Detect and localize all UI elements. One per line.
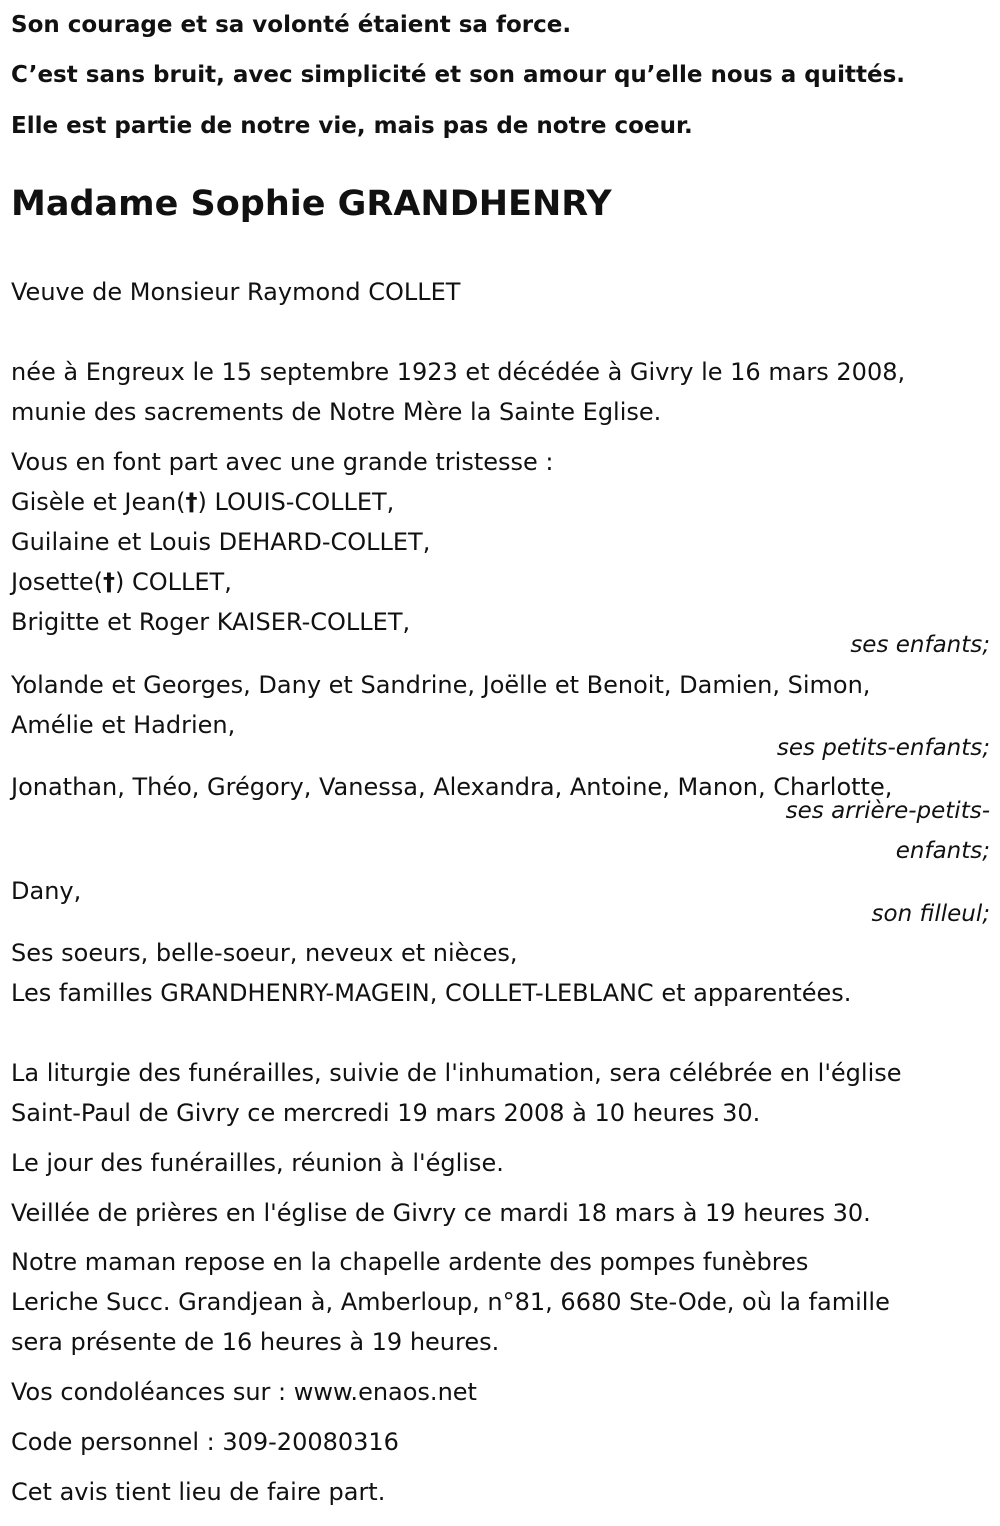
birth-death-line-2: munie des sacrements de Notre Mère la Sainte Eglise.	[11, 398, 662, 426]
quote-line-1: Son courage et sa volonté étaient sa force.	[11, 12, 572, 38]
child-line-4: Brigitte et Roger KAISER-COLLET,	[11, 608, 411, 636]
child-text: ) COLLET,	[114, 568, 232, 596]
child-text: ) LOUIS-COLLET,	[197, 488, 395, 516]
grandchildren-line-2: Amélie et Hadrien,	[11, 711, 236, 739]
family-line-1: Ses soeurs, belle-soeur, neveux et nièces,	[11, 939, 518, 967]
cross-icon: †	[102, 568, 115, 596]
child-line-1	[11, 487, 394, 517]
vigil-line: Veillée de prières en l'église de Givry ce mardi 18 mars à 19 heures 30.	[11, 1199, 871, 1227]
funeral-line-1: La liturgie des funérailles, suivie de l'inhumation, sera célébrée en l'église	[11, 1059, 902, 1087]
announcement: Vous en font part avec une grande tristesse :	[11, 448, 554, 476]
funeral-line-2: Saint-Paul de Givry ce mercredi 19 mars 2008 à 10 heures 30.	[11, 1099, 761, 1127]
rest-line-2: Leriche Succ. Grandjean à, Amberloup, n°81, 6680 Ste-Ode, où la famille	[11, 1288, 890, 1316]
closing-line: Cet avis tient lieu de faire part.	[11, 1478, 386, 1506]
great-grandchildren-role-2: enfants;	[895, 838, 990, 864]
godson-role: son filleul;	[871, 901, 990, 927]
great-grandchildren-role-1: ses arrière-petits-	[785, 798, 990, 824]
child-line-3	[11, 567, 232, 597]
child-line-2: Guilaine et Louis DEHARD-COLLET,	[11, 528, 431, 556]
personal-code: Code personnel : 309-20080316	[11, 1428, 399, 1456]
birth-death-line-1: née à Engreux le 15 septembre 1923 et décédée à Givry le 16 mars 2008,	[11, 358, 906, 386]
godson-line: Dany,	[11, 877, 82, 905]
condolences-line: Vos condoléances sur : www.enaos.net	[11, 1378, 477, 1406]
gathering-line: Le jour des funérailles, réunion à l'église.	[11, 1149, 504, 1177]
quote-line-3: Elle est partie de notre vie, mais pas de notre coeur.	[11, 113, 693, 139]
great-grandchildren-line: Jonathan, Théo, Grégory, Vanessa, Alexandra, Antoine, Manon, Charlotte,	[11, 773, 893, 801]
family-line-2: Les familles GRANDHENRY-MAGEIN, COLLET-LEBLANC et apparentées.	[11, 979, 852, 1007]
cross-icon: †	[185, 488, 198, 516]
grandchildren-line-1: Yolande et Georges, Dany et Sandrine, Joëlle et Benoit, Damien, Simon,	[11, 671, 871, 699]
children-role: ses enfants;	[850, 632, 990, 658]
child-text: Gisèle et Jean(	[11, 488, 186, 516]
grandchildren-role: ses petits-enfants;	[776, 735, 990, 761]
widow-of: Veuve de Monsieur Raymond COLLET	[11, 278, 461, 306]
quote-line-2: C’est sans bruit, avec simplicité et son amour qu’elle nous a quittés.	[11, 62, 906, 88]
rest-line-3: sera présente de 16 heures à 19 heures.	[11, 1328, 500, 1356]
deceased-name: Madame Sophie GRANDHENRY	[11, 184, 612, 224]
child-text: Josette(	[11, 568, 103, 596]
rest-line-1: Notre maman repose en la chapelle ardente des pompes funèbres	[11, 1248, 809, 1276]
